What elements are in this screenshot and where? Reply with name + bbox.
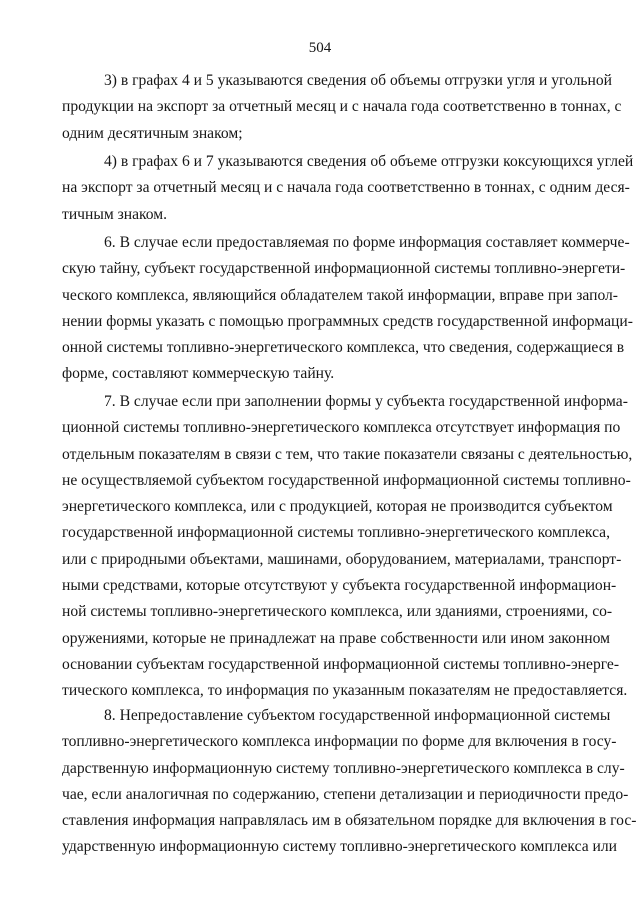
text-line: топливно-энергетического комплекса информации по форме для включения в госу- [62, 733, 617, 751]
text-line: одним десятичным знаком; [62, 124, 243, 142]
text-line: 4) в графах 6 и 7 указываются сведения об объеме отгрузки коксующихся углей [104, 153, 634, 170]
text-line: ными средствами, которые отсутствуют у субъекта государственной информацион- [62, 577, 617, 595]
paragraph-3 [62, 68, 622, 147]
text-line: основании субъектам государственной информационной системы топливно-энерге- [62, 655, 620, 673]
text-line: скую тайну, субъект государственной информационной системы топливно-энергети- [62, 260, 626, 278]
text-line: 8. Непредоставление субъектом государственной информационной системы [104, 707, 611, 724]
text-line: дарственную информационную систему топливно-энергетического комплекса в слу- [62, 759, 625, 777]
paragraph-4 [62, 149, 634, 228]
text-line: 7. В случае если при заполнении формы у субъекта государственной информа- [104, 393, 628, 410]
text-line: энергетического комплекса, или с продукцией, которая не производится субъектом [62, 498, 613, 516]
text-line: на экспорт за отчетный месяц и с начала года соответственно в тоннах, с одним деся- [62, 179, 630, 197]
text-line: ционной системы топливно-энергетического комплекса отсутствует информация по [62, 419, 621, 437]
text-line: оружениями, которые не принадлежат на праве собственности или ином законном [62, 629, 610, 647]
text-line: нении формы указать с помощью программных средств государственной информаци- [62, 312, 633, 330]
text-line: тического комплекса, то информация по указанным показателям не предоставляется. [62, 682, 628, 700]
text-line: форме, составляют коммерческую тайну. [62, 365, 335, 383]
text-line: ударственную информационную систему топливно-энергетического комплекса или [62, 838, 618, 856]
text-line: ной системы топливно-энергетического комплекса, или зданиями, строениями, со- [62, 603, 613, 621]
text-line: государственной информационной системы топливно-энергетического комплекса, [62, 524, 610, 542]
text-line: или с природными объектами, машинами, оборудованием, материалами, транспорт- [62, 550, 622, 568]
text-line: не осуществляемой субъектом государственной информационной системы топливно- [62, 471, 631, 489]
text-line: ставления информация направлялась им в обязательном порядке для включения в гос- [62, 812, 637, 830]
text-line: ческого комплекса, являющийся обладателем такой информации, вправе при запол- [62, 286, 619, 304]
page-number: 504 [308, 40, 332, 56]
text-line: отдельным показателям в связи с тем, что такие показатели связаны с деятельностью, [62, 445, 633, 463]
text-line: чае, если аналогичная по содержанию, степени детализации и периодичности предо- [62, 785, 629, 803]
paragraph-7 [62, 389, 633, 705]
paragraph-8 [62, 703, 637, 861]
text-line: продукции на экспорт за отчетный месяц и с начала года соответственно в тоннах, с [62, 98, 622, 116]
text-line: тичным знаком. [62, 205, 168, 223]
text-line: онной системы топливно-энергетического комплекса, что сведения, содержащиеся в [62, 339, 625, 357]
text-line: 3) в графах 4 и 5 указываются сведения об объемы отгрузки угля и угольной [104, 72, 612, 89]
paragraph-6 [62, 230, 633, 388]
text-line: 6. В случае если предоставляемая по форме информация составляет коммерче- [104, 234, 630, 251]
